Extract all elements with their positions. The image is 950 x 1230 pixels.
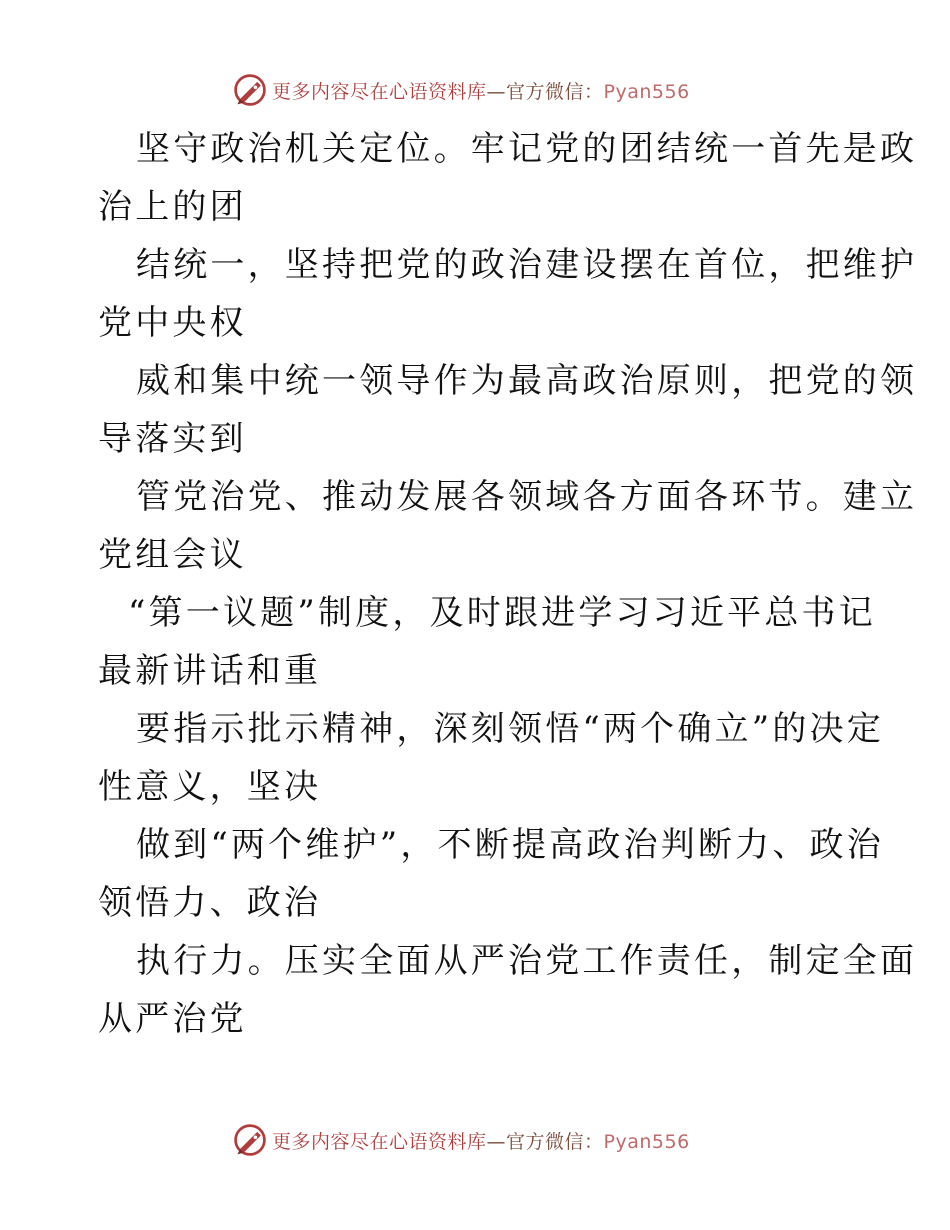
footer-watermark-banner bbox=[232, 1118, 690, 1162]
pen-nib-logo-icon bbox=[232, 1122, 268, 1158]
paragraph-line: 坚守政治机关定位。牢记党的团结统一首先是政 bbox=[136, 129, 918, 169]
paragraph bbox=[98, 352, 918, 468]
paragraph bbox=[98, 584, 876, 700]
paragraph-line: “第一议题”制度，及时跟进学习习近平总书记 bbox=[128, 593, 876, 633]
paragraph-line: 导落实到 bbox=[98, 419, 247, 459]
paragraph bbox=[98, 236, 918, 352]
pen-nib-logo-icon bbox=[232, 72, 268, 108]
banner-wechat-label: 官方微信： bbox=[506, 1130, 604, 1153]
paragraph-line: 要指示批示精神，深刻领悟“两个确立”的决定 bbox=[136, 709, 884, 749]
paragraph-line: 管党治党、推动发展各领域各方面各环节。建立 bbox=[136, 477, 918, 517]
paragraph-line: 做到“两个维护”，不断提高政治判断力、政治 bbox=[136, 825, 884, 865]
header-banner-text bbox=[272, 77, 690, 104]
paragraph-line: 治上的团 bbox=[98, 187, 247, 227]
banner-wechat-label: 官方微信： bbox=[506, 80, 604, 103]
banner-wechat-id: Pyan556 bbox=[603, 1130, 690, 1153]
banner-main-text: 更多内容尽在心语资料库 bbox=[272, 80, 487, 103]
paragraph-line: 性意义，坚决 bbox=[98, 767, 322, 807]
paragraph-line: 从严治党 bbox=[98, 999, 247, 1039]
paragraph-line: 领悟力、政治 bbox=[98, 883, 322, 923]
paragraph bbox=[98, 468, 918, 584]
header-watermark-banner bbox=[232, 68, 690, 112]
paragraph bbox=[98, 120, 918, 236]
paragraph-line: 党组会议 bbox=[98, 535, 247, 575]
footer-banner-text bbox=[272, 1127, 690, 1154]
paragraph-line: 威和集中统一领导作为最高政治原则，把党的领 bbox=[136, 361, 918, 401]
document-body bbox=[98, 120, 918, 1048]
banner-dash: — bbox=[486, 1130, 507, 1153]
banner-dash: — bbox=[486, 80, 507, 103]
banner-main-text: 更多内容尽在心语资料库 bbox=[272, 1130, 487, 1153]
paragraph bbox=[98, 700, 884, 816]
paragraph bbox=[98, 816, 884, 932]
banner-wechat-id: Pyan556 bbox=[603, 80, 690, 103]
paragraph-line: 党中央权 bbox=[98, 303, 247, 343]
paragraph-line: 最新讲话和重 bbox=[98, 651, 322, 691]
paragraph-line: 执行力。压实全面从严治党工作责任，制定全面 bbox=[136, 941, 918, 981]
paragraph bbox=[98, 932, 918, 1048]
paragraph-line: 结统一，坚持把党的政治建设摆在首位，把维护 bbox=[136, 245, 918, 285]
